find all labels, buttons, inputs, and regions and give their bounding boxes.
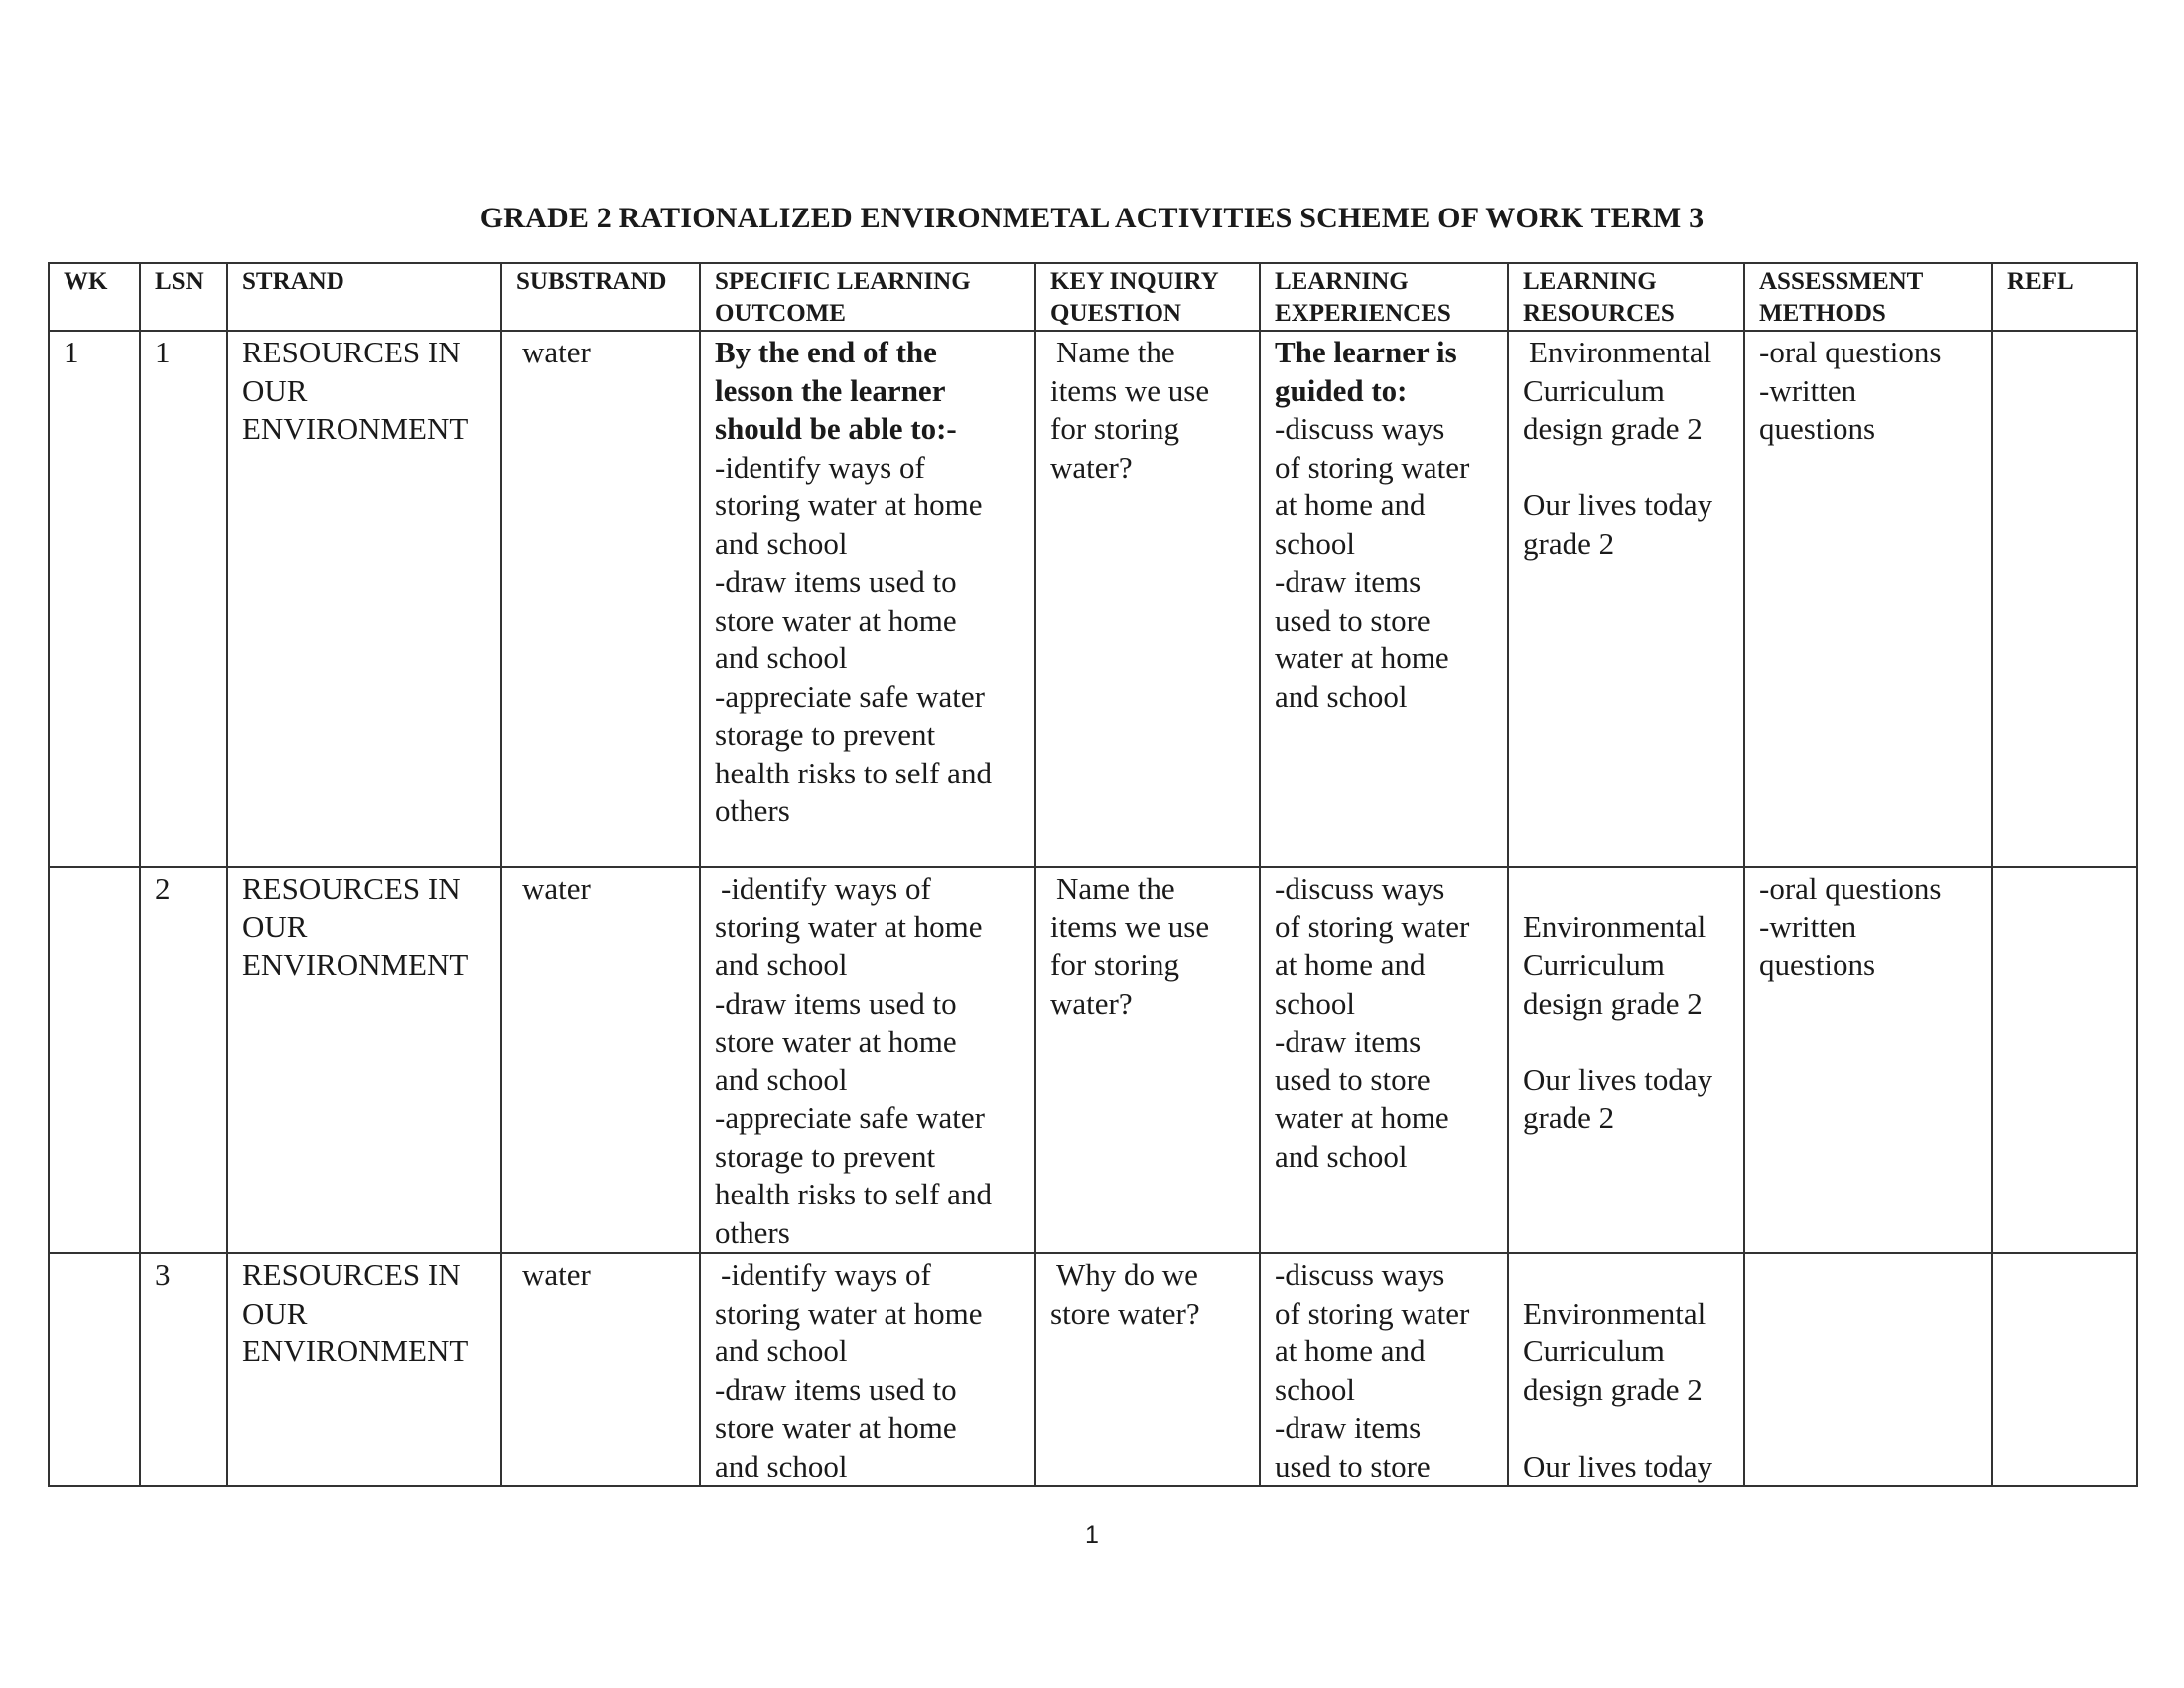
cell-strand: RESOURCES IN OUR ENVIRONMENT (227, 331, 501, 867)
header-refl: REFL (1992, 263, 2137, 331)
page-number: 1 (1085, 1521, 1099, 1549)
cell-learning-resources: Environmental Curriculum design grade 2 Our lives today grade 2 (1508, 331, 1744, 867)
header-learning-resources: LEARNING RESOURCES (1508, 263, 1744, 331)
cell-wk (49, 867, 140, 1253)
cell-refl (1992, 1253, 2137, 1486)
header-row (49, 263, 2137, 331)
cell-learning-experiences: -discuss ways of storing water at home and school -draw items used to store water at home and school (1260, 867, 1508, 1253)
header-substrand: SUBSTRAND (501, 263, 700, 331)
cell-specific-learning-outcome: -identify ways of storing water at home and school -draw items used to store water at home and school (700, 1253, 1035, 1486)
header-assessment-methods: ASSESSMENT METHODS (1744, 263, 1992, 331)
table-row (49, 1253, 2137, 1486)
cell-refl (1992, 867, 2137, 1253)
header-key-inquiry-question: KEY INQUIRY QUESTION (1035, 263, 1260, 331)
cell-specific-learning-outcome: By the end of the lesson the learner should be able to:- -identify ways of storing water at home and school -draw items used to store water at home and school -appreciate safe water storage to prevent health risks to self and others (700, 331, 1035, 867)
cell-lsn: 2 (140, 867, 227, 1253)
table-row (49, 331, 2137, 867)
cell-substrand: water (501, 1253, 700, 1486)
cell-substrand: water (501, 331, 700, 867)
cell-specific-learning-outcome: -identify ways of storing water at home and school -draw items used to store water at home and school -appreciate safe water storage to prevent health risks to self and others (700, 867, 1035, 1253)
cell-learning-resources: Environmental Curriculum design grade 2 Our lives today grade 2 (1508, 867, 1744, 1253)
cell-refl (1992, 331, 2137, 867)
cell-key-inquiry-question: Name the items we use for storing water? (1035, 331, 1260, 867)
header-strand: STRAND (227, 263, 501, 331)
cell-strand: RESOURCES IN OUR ENVIRONMENT (227, 867, 501, 1253)
header-learning-experiences: LEARNING EXPERIENCES (1260, 263, 1508, 331)
table-row (49, 867, 2137, 1253)
document-title: GRADE 2 RATIONALIZED ENVIRONMETAL ACTIVITIES SCHEME OF WORK TERM 3 (479, 202, 1705, 234)
cell-key-inquiry-question: Name the items we use for storing water? (1035, 867, 1260, 1253)
cell-wk (49, 1253, 140, 1486)
header-specific-learning-outcome: SPECIFIC LEARNING OUTCOME (700, 263, 1035, 331)
header-wk: WK (49, 263, 140, 331)
cell-lsn: 1 (140, 331, 227, 867)
cell-assessment-methods: -oral questions -written questions (1744, 867, 1992, 1253)
cell-strand: RESOURCES IN OUR ENVIRONMENT (227, 1253, 501, 1486)
scheme-of-work-table (48, 262, 2138, 1487)
cell-learning-experiences: The learner is guided to: -discuss ways of storing water at home and school -draw items used to store water at home and school (1260, 331, 1508, 867)
header-lsn: LSN (140, 263, 227, 331)
cell-wk: 1 (49, 331, 140, 867)
cell-key-inquiry-question: Why do we store water? (1035, 1253, 1260, 1486)
cell-assessment-methods: -oral questions -written questions (1744, 331, 1992, 867)
cell-assessment-methods (1744, 1253, 1992, 1486)
cell-learning-experiences: -discuss ways of storing water at home and school -draw items used to store (1260, 1253, 1508, 1486)
cell-learning-resources: Environmental Curriculum design grade 2 Our lives today (1508, 1253, 1744, 1486)
cell-substrand: water (501, 867, 700, 1253)
cell-lsn: 3 (140, 1253, 227, 1486)
